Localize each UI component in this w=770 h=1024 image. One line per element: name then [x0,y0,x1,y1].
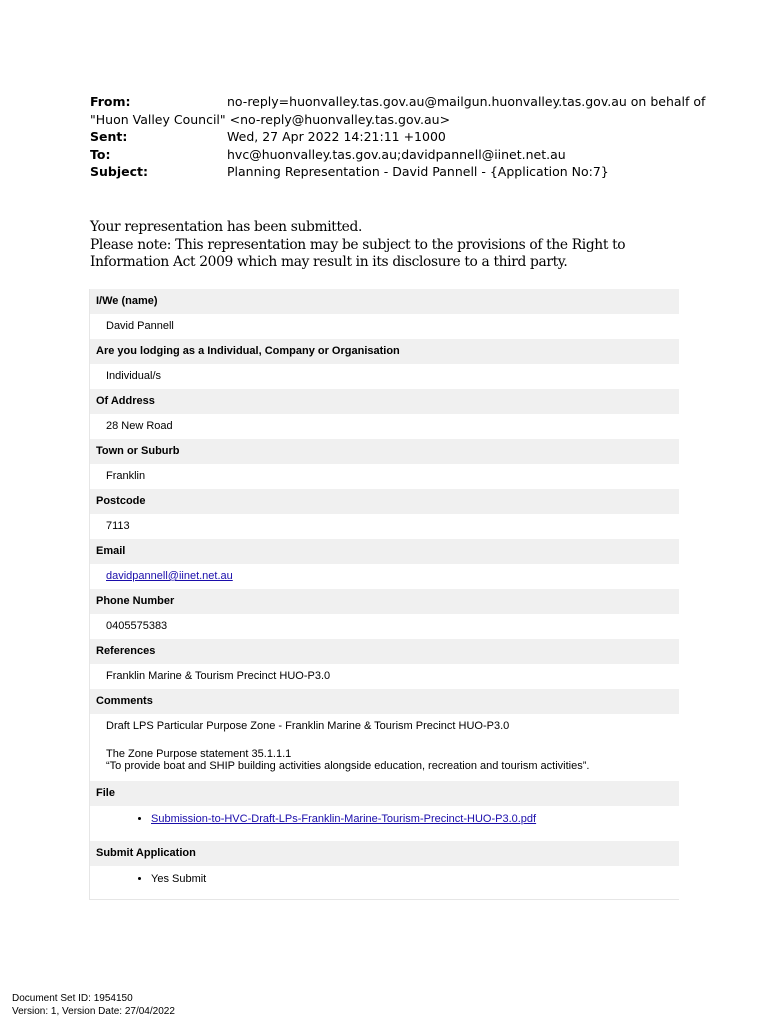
email-label: Email [90,539,679,564]
email-header [90,93,706,181]
comments-line-2: The Zone Purpose statement 35.1.1.1 [106,747,292,760]
comments-line-3: “To provide boat and SHIP building activities alongside education, recreation and tourism activities”. [106,760,590,772]
address-value: 28 New Road [106,420,173,432]
name-value: David Pannell [106,320,174,332]
phone-value: 0405575383 [106,620,168,632]
file-link[interactable]: Submission-to-HVC-Draft-LPs-Franklin-Marine-Tourism-Precinct-HUO-P3.0.pdf [151,812,537,825]
from-row [90,93,706,111]
comments-line-1: Draft LPS Particular Purpose Zone - Franklin Marine & Tourism Precinct HUO-P3.0 [106,720,510,732]
sent-label: Sent: [90,129,128,144]
to-value: hvc@huonvalley.tas.gov.au;davidpannell@iinet.net.au [227,146,566,162]
submit-list-item: • Yes Submit [151,872,679,887]
intro-text [90,219,690,272]
town-label: Town or Suburb [90,439,679,464]
subject-label: Subject: [90,164,148,179]
document-footer [12,993,175,1018]
sent-row [90,128,680,146]
comments-label: Comments [90,689,679,714]
document-set-id: Document Set ID: 1954150 [12,993,133,1004]
submitted-message: Your representation has been submitted. [90,219,362,235]
to-row [90,146,680,164]
email-link[interactable]: davidpannell@iinet.net.au [106,570,233,582]
name-label: I/We (name) [90,289,679,314]
from-value-continued: "Huon Valley Council" <no-reply@huonvalley.tas.gov.au> [90,111,451,127]
version-info: Version: 1, Version Date: 27/04/2022 [12,1005,175,1017]
references-label: References [90,639,679,664]
lodging-value: Individual/s [106,370,162,382]
from-label: From: [90,94,131,109]
lodging-label: Are you lodging as a Individual, Company or Organisation [90,339,679,364]
rti-notice: Please note: This representation may be subject to the provisions of the Right to Information Act 2009 which may result in its disclosure to a third party. [90,236,626,271]
file-list-item [151,812,679,827]
address-label: Of Address [90,389,679,414]
comments-value [90,714,679,781]
postcode-label: Postcode [90,489,679,514]
postcode-value: 7113 [106,520,130,532]
submit-value [90,866,679,901]
file-list [90,812,679,827]
file-label: File [90,781,679,806]
town-value: Franklin [106,470,146,482]
phone-label: Phone Number [90,589,679,614]
to-label: To: [90,146,111,162]
email-value [90,564,679,589]
subject-row [90,163,680,181]
from-value: no-reply=huonvalley.tas.gov.au@mailgun.huonvalley.tas.gov.au on behalf of [227,94,706,109]
submit-list [90,872,679,887]
from-row-continued [90,111,680,129]
representation-form [89,289,679,900]
submit-label: Submit Application [90,841,679,866]
file-value [90,806,679,841]
references-value: Franklin Marine & Tourism Precinct HUO-P3.0 [106,670,331,682]
sent-value: Wed, 27 Apr 2022 14:21:11 +1000 [227,129,446,144]
subject-value: Planning Representation - David Pannell - {Application No:7} [227,164,609,179]
